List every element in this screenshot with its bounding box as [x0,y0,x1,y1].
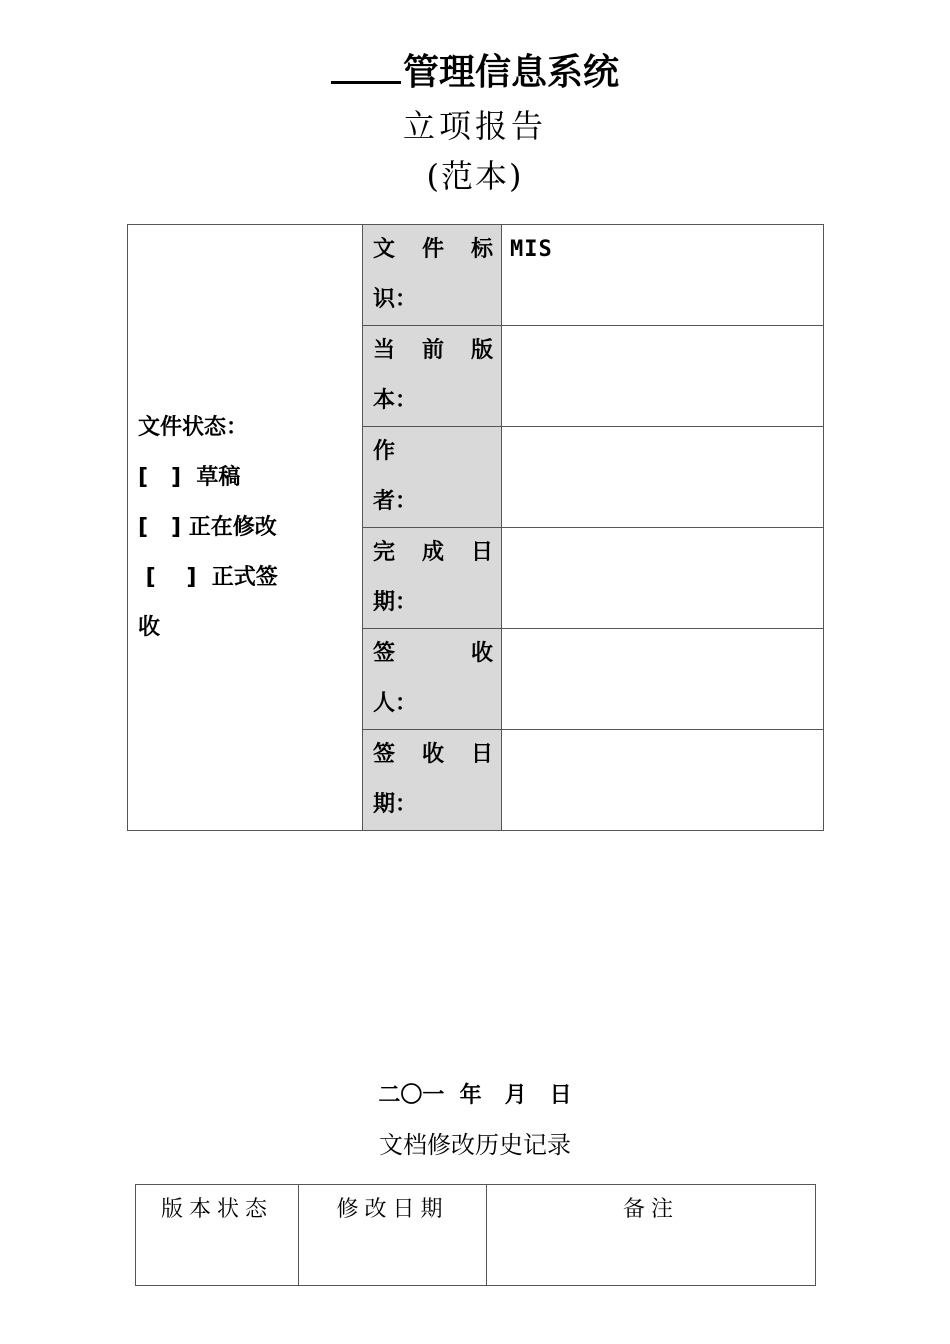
info-value-version[interactable] [502,326,824,427]
file-status-label: 文件状态： [138,414,249,440]
info-value-completion-date[interactable] [502,528,824,629]
document-info-table [127,224,824,831]
document-title-text: 管理信息系统 [402,52,619,93]
info-label-doc-id: 文 件 标 识： [363,225,502,326]
title-blank-line [331,55,401,84]
info-value-sign-date[interactable] [502,730,824,831]
info-value-signer[interactable] [502,629,824,730]
status-option-draft[interactable]: [ ] 草稿 [138,464,241,490]
document-title [0,48,950,98]
revision-history-table [135,1184,816,1286]
status-option-modifying[interactable]: [ ] 正在修改 [138,514,277,540]
revision-history-title: 文档修改历史记录 [379,1131,571,1159]
column-header-remarks: 备注 [487,1185,816,1286]
column-header-modified-date: 修改日期 [299,1185,487,1286]
column-header-version-status: 版本状态 [136,1185,299,1286]
info-label-completion-date: 完 成 日 期： [363,528,502,629]
document-note: (范本) [426,157,524,195]
status-option-signed-cont: 收 [138,614,161,640]
status-option-signed[interactable]: [ ] 正式签 [138,564,278,590]
document-subtitle: 立项报告 [402,107,547,145]
info-label-signer: 签 收 人： [363,629,502,730]
document-date: 二〇一 年 月 日 [378,1083,572,1108]
info-label-author: 作 者： [363,427,502,528]
file-status-cell [128,225,363,831]
info-label-version: 当 前 版 本： [363,326,502,427]
info-label-sign-date: 签 收 日 期： [363,730,502,831]
info-value-doc-id[interactable]: MIS [502,225,824,326]
info-value-author[interactable] [502,427,824,528]
